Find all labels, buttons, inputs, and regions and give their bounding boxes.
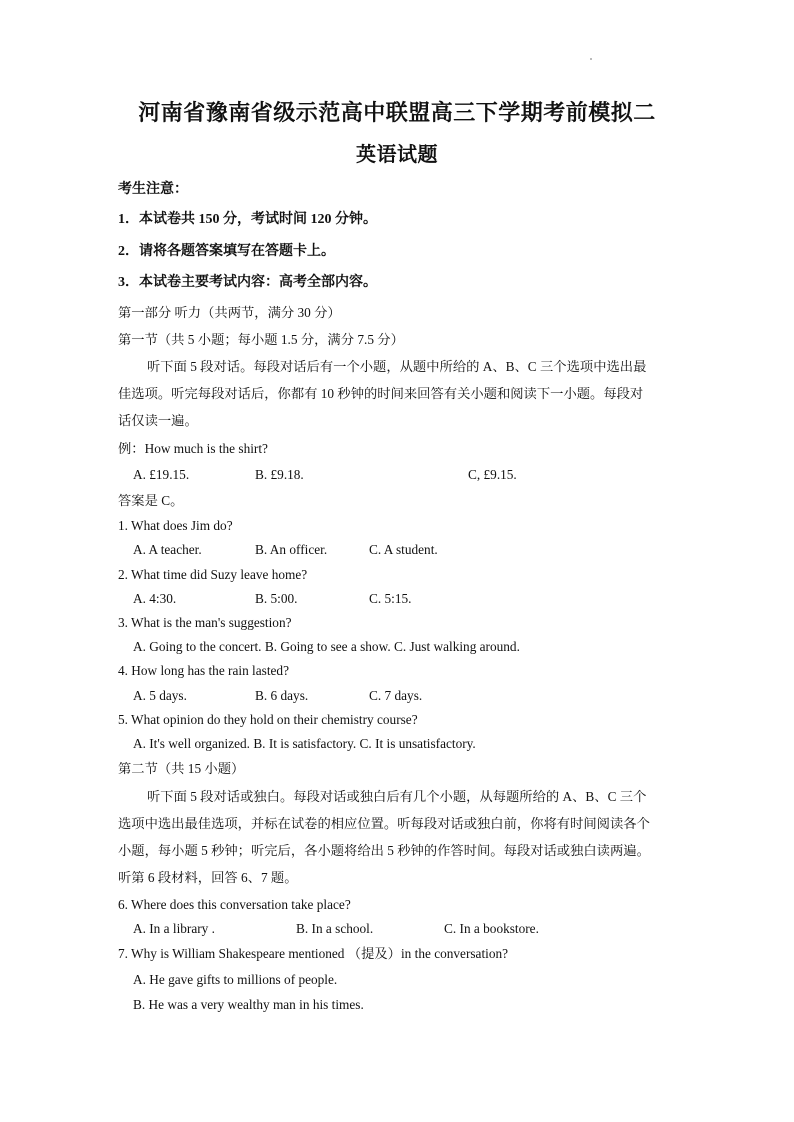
q2-option-b: B. 5:00.	[255, 591, 298, 606]
question-4: 4. How long has the rain lasted?	[118, 663, 289, 678]
section2-heading: 第二节（共 15 小题）	[118, 761, 245, 776]
q5-options: A. It's well organized. B. It is satisfactory. C. It is unsatisfactory.	[133, 736, 476, 751]
page-title: 河南省豫南省级示范高中联盟高三下学期考前模拟二	[138, 100, 656, 125]
page-subtitle: 英语试题	[356, 144, 438, 166]
section1-instruction-1: 听下面 5 段对话。每段对话后有一个小题，从题中所给的 A、B、C 三个选项中选出最	[147, 359, 647, 374]
q7-option-a: A. He gave gifts to millions of people.	[133, 972, 338, 987]
q3-options: A. Going to the concert. B. Going to see a show. C. Just walking around.	[133, 639, 520, 654]
q1-option-b: B. An officer.	[255, 542, 328, 557]
question-6: 6. Where does this conversation take place?	[118, 897, 351, 912]
example-option-a: A. £19.15.	[133, 467, 190, 482]
q6-option-b: B. In a school.	[296, 921, 374, 936]
part1-heading: 第一部分 听力（共两节，满分 30 分）	[118, 305, 341, 320]
section2-instruction-2: 选项中选出最佳选项，并标在试卷的相应位置。听每段对话或独白前，你将有时间阅读各个	[118, 816, 650, 831]
section2-instruction-3: 小题，每小题 5 秒钟；听完后，各小题将给出 5 秒钟的作答时间。每段对话或独白读两遍。	[118, 843, 650, 858]
question-7: 7. Why is William Shakespeare mentioned （提及）in the conversation?	[118, 946, 509, 961]
q4-option-a: A. 5 days.	[133, 688, 187, 703]
q7-option-b: B. He was a very wealthy man in his times.	[133, 997, 364, 1012]
q1-option-a: A. A teacher.	[133, 542, 202, 557]
question-2: 2. What time did Suzy leave home?	[118, 567, 308, 582]
section2-instruction-4: 听第 6 段材料，回答 6、7 题。	[118, 870, 298, 885]
question-3: 3. What is the man's suggestion?	[118, 615, 292, 630]
notice-heading: 考生注意：	[118, 182, 188, 197]
section1-instruction-2: 佳选项。听完每段对话后，你都有 10 秒钟的时间来回答有关小题和阅读下一小题。每段对	[118, 386, 644, 401]
notice-item-1: 1．本试卷共 150 分，考试时间 120 分钟。	[118, 212, 377, 227]
question-5: 5. What opinion do they hold on their chemistry course?	[118, 712, 418, 727]
section1-heading: 第一节（共 5 小题；每小题 1.5 分，满分 7.5 分）	[118, 332, 404, 347]
notice-item-2: 2．请将各题答案填写在答题卡上。	[118, 244, 335, 259]
scan-speck	[590, 58, 592, 60]
q6-option-a: A. In a library .	[133, 921, 215, 936]
section2-instruction-1: 听下面 5 段对话或独白。每段对话或独白后有几个小题，从每题所给的 A、B、C 三个	[147, 789, 647, 804]
q6-option-c: C. In a bookstore.	[444, 921, 539, 936]
q2-option-c: C. 5:15.	[369, 591, 412, 606]
q4-option-b: B. 6 days.	[255, 688, 309, 703]
q1-option-c: C. A student.	[369, 542, 438, 557]
section1-instruction-3: 话仅读一遍。	[118, 413, 198, 428]
notice-item-3: 3．本试卷主要考试内容：高考全部内容。	[118, 275, 377, 290]
example-option-c: C, £9.15.	[468, 467, 517, 482]
example-question: 例：How much is the shirt?	[118, 441, 268, 456]
q4-option-c: C. 7 days.	[369, 688, 423, 703]
example-option-b: B. £9.18.	[255, 467, 304, 482]
example-answer: 答案是 C。	[118, 493, 184, 508]
q2-option-a: A. 4:30.	[133, 591, 177, 606]
question-1: 1. What does Jim do?	[118, 518, 233, 533]
